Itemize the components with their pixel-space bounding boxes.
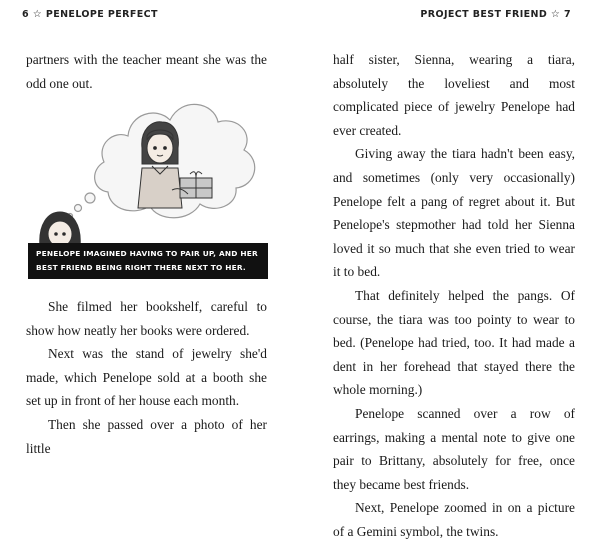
right-page-number: 7 bbox=[563, 9, 571, 20]
paragraph: Then she passed over a photo of her little bbox=[26, 416, 267, 456]
paragraph: Next, Penelope zoomed in on a picture of a Gemini symbol, the twins. bbox=[333, 500, 575, 539]
right-page bbox=[300, 0, 600, 539]
right-header-title: PROJECT BEST FRIEND bbox=[420, 9, 548, 20]
right-body-text bbox=[333, 48, 575, 543]
left-page bbox=[0, 0, 300, 456]
left-body-text bbox=[26, 295, 267, 460]
illustration-caption: PENELOPE IMAGINED HAVING TO PAIR UP, AND HER BEST FRIEND BEING RIGHT THERE NEXT TO HER. bbox=[28, 243, 268, 279]
star-icon: ☆ bbox=[550, 9, 561, 20]
paragraph: half sister, Sienna, wearing a tiara, absolutely the loveliest and most complicated piece of jewelry Penelope had ever created. bbox=[333, 52, 575, 138]
paragraph: That definitely helped the pangs. Of course, the tiara was too pointy to wear to bed. (Penelope had tried, too. It had made a dent in her forehead that stayed there the whole morning.) bbox=[333, 287, 575, 398]
left-header-title: PENELOPE PERFECT bbox=[45, 9, 158, 20]
paragraph: Giving away the tiara hadn't been easy, and sometimes (only very occasionally) Penelope felt a pang of regret about it. But Penelope's stepmother had told her Sienna loved it so much that she even tried to wear it to bed. bbox=[333, 146, 575, 280]
paragraph: Penelope scanned over a row of earrings, making a mental note to give one pair to Brittany, absolutely for free, once they became best friends. bbox=[333, 405, 575, 492]
left-running-header bbox=[22, 9, 158, 20]
paragraph: Next was the stand of jewelry she'd made, which Penelope sold at a booth she set up in front of her house each month. bbox=[26, 346, 267, 409]
left-page-number: 6 bbox=[22, 9, 30, 20]
penelope-figure bbox=[40, 212, 81, 247]
paragraph: She filmed her bookshelf, careful to show how neatly her books were ordered. bbox=[26, 299, 267, 338]
paragraph: partners with the teacher meant she was the odd one out. bbox=[26, 52, 267, 91]
right-running-header bbox=[420, 9, 571, 20]
star-icon: ☆ bbox=[32, 9, 43, 20]
illustration bbox=[30, 82, 270, 247]
